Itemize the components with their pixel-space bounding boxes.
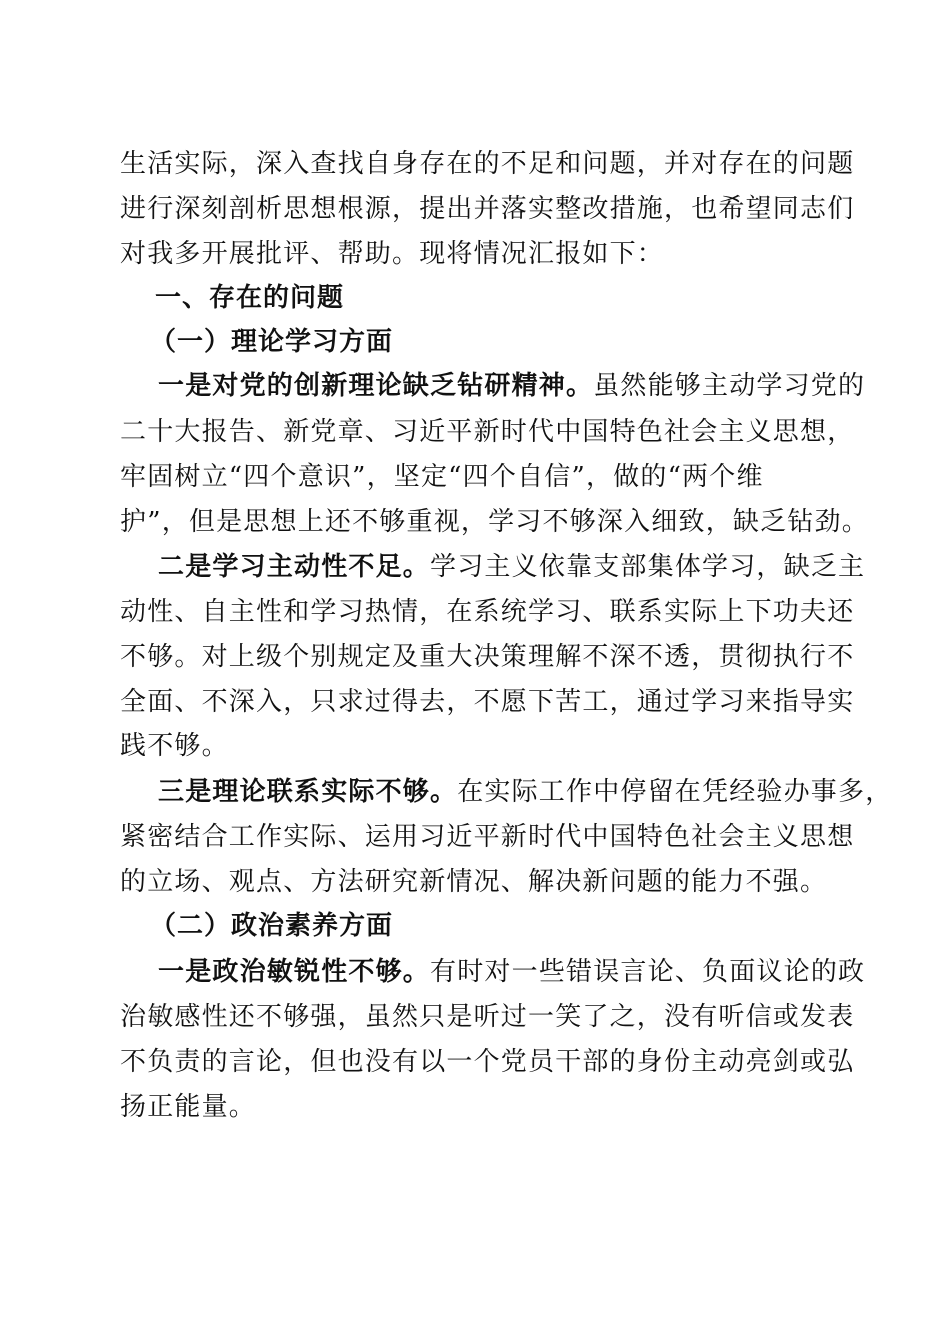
paragraph-lead: 二是学习主动性不足。	[158, 552, 431, 582]
paragraph-line: 的立场、观点、方法研究新情况、解决新问题的能力不强。	[120, 867, 828, 897]
paragraph-line: 牢固树立“四个意识”，坚定“四个自信”，做的“两个维	[120, 462, 764, 492]
paragraph-lead: 一是对党的创新理论缺乏钻研精神。	[158, 371, 594, 401]
paragraph-line: 二十大报告、新党章、习近平新时代中国特色社会主义思想，	[120, 417, 855, 447]
paragraph-first-line	[158, 364, 866, 408]
paragraph-text: 虽然能够主动学习党的	[593, 371, 866, 401]
paragraph-line: 践不够。	[120, 731, 229, 761]
intro-line-1: 生活实际，深入查找自身存在的不足和问题，并对存在的问题	[120, 149, 855, 179]
paragraph-line: 不负责的言论，但也没有以一个党员干部的身份主动亮剑或弘	[120, 1047, 855, 1077]
paragraph-first-line	[158, 770, 893, 814]
paragraph-lead: 三是理论联系实际不够。	[158, 777, 458, 807]
paragraph-text: 在实际工作中停留在凭经验办事多，	[457, 777, 893, 807]
paragraph-lead: 一是政治敏锐性不够。	[158, 957, 431, 987]
subsection-heading-political-quality: （二）政治素养方面	[150, 911, 394, 941]
paragraph-line: 动性、自主性和学习热情，在系统学习、联系实际上下功夫还	[120, 597, 855, 627]
paragraph-line: 护”，但是思想上还不够重视，学习不够深入细致，缺乏钻劲。	[120, 507, 869, 537]
paragraph-line: 治敏感性还不够强，虽然只是听过一笑了之，没有听信或发表	[120, 1002, 855, 1032]
paragraph-text: 有时对一些错误言论、负面议论的政	[430, 957, 866, 987]
section-heading-problems: 一、存在的问题	[155, 283, 345, 313]
paragraph-line: 扬正能量。	[120, 1092, 257, 1122]
intro-line-3: 对我多开展批评、帮助。现将情况汇报如下：	[120, 239, 665, 269]
subsection-heading-theory-study: （一）理论学习方面	[150, 327, 394, 357]
paragraph-first-line	[158, 545, 866, 589]
intro-line-2: 进行深刻剖析思想根源，提出并落实整改措施，也希望同志们	[120, 194, 855, 224]
paragraph-first-line	[158, 950, 866, 994]
paragraph-line: 全面、不深入，只求过得去，不愿下苦工，通过学习来指导实	[120, 687, 855, 717]
paragraph-text: 学习主义依靠支部集体学习，缺乏主	[430, 552, 866, 582]
paragraph-line: 紧密结合工作实际、运用习近平新时代中国特色社会主义思想	[120, 822, 855, 852]
paragraph-line: 不够。对上级个别规定及重大决策理解不深不透，贯彻执行不	[120, 642, 855, 672]
